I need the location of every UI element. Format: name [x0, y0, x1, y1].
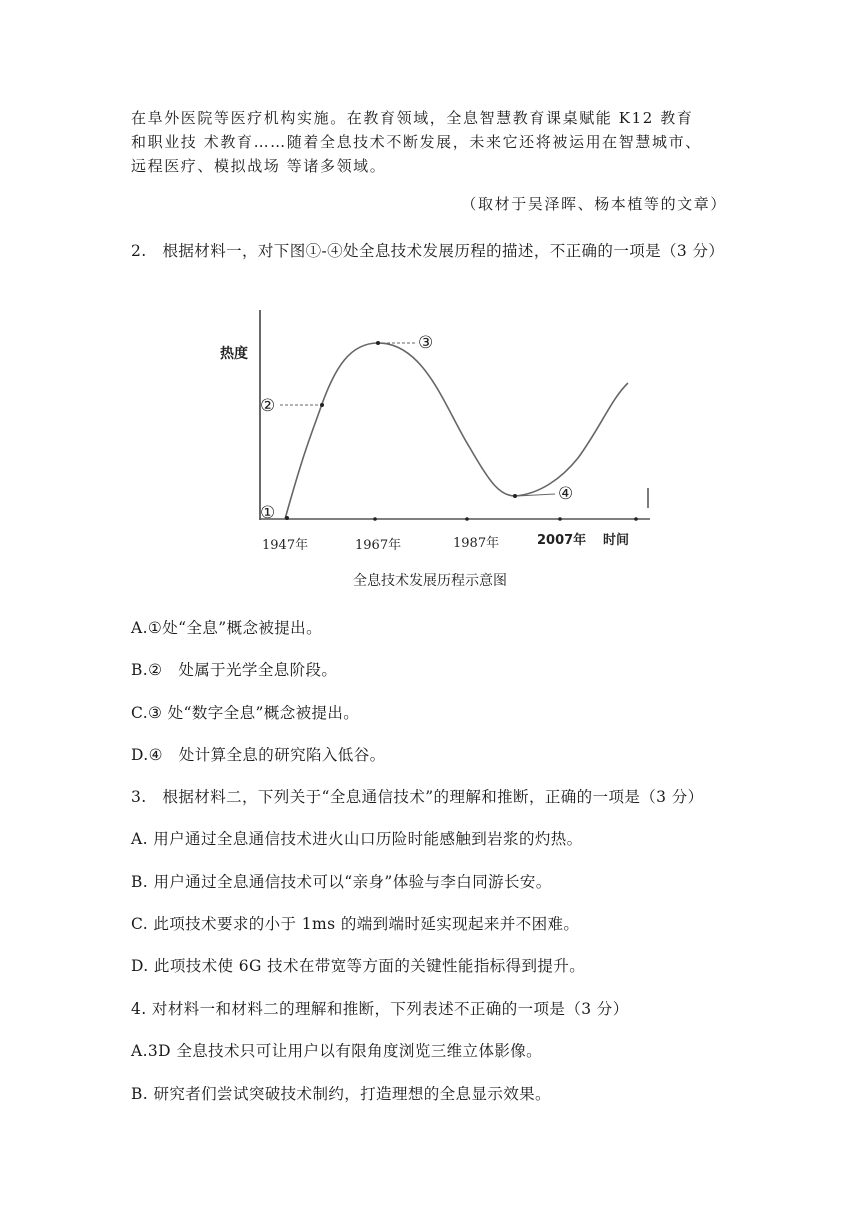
q2-option-a: A.①处“全息”概念被提出。	[131, 619, 322, 637]
marker-label-4: ④	[558, 484, 574, 504]
q3-option-b: B. 用户通过全息通信技术可以“亲身”体验与李白同游长安。	[131, 873, 552, 891]
passage-line-1: 在阜外医院等医疗机构实施。在教育领域，全息智慧教育课桌赋能 K12 教育	[131, 109, 694, 127]
q3-option-a: A. 用户通过全息通信技术进火山口历险时能感触到岩浆的灼热。	[131, 830, 583, 848]
x-axis-label: 时间	[603, 533, 630, 548]
chart-caption: 全息技术发展历程示意图	[353, 573, 507, 589]
passage-line-2: 和职业技 术教育……随着全息技术不断发展，未来它还将被运用在智慧城市、	[131, 133, 702, 151]
marker-label-1: ①	[260, 503, 276, 523]
point-4	[513, 494, 517, 498]
point-1	[285, 516, 289, 520]
question-3-stem: 3. 根据材料二，下列关于“全息通信技术”的理解和推断，正确的一项是（3 分）	[131, 788, 704, 806]
q2-option-b: B.② 处属于光学全息阶段。	[131, 661, 338, 679]
q3-option-c: C. 此项技术要求的小于 1ms 的端到端时延实现起来并不困难。	[131, 915, 580, 933]
tick-dot-1987	[465, 517, 469, 521]
question-4-stem: 4. 对材料一和材料二的理解和推断，下列表述不正确的一项是（3 分）	[131, 1000, 629, 1018]
history-chart	[210, 298, 660, 560]
source-citation: （取材于吴泽晖、杨本植等的文章）	[461, 195, 727, 213]
q2-option-d: D.④ 处计算全息的研究陷入低谷。	[131, 746, 386, 764]
x-tick-2007: 2007年	[537, 533, 587, 548]
passage-line-3: 远程医疗、模拟战场 等诸多领域。	[131, 157, 387, 175]
tick-dot-end	[634, 517, 638, 521]
trend-curve	[285, 343, 628, 519]
x-tick-1967: 1967年	[355, 538, 402, 553]
question-2-stem: 2. 根据材料一，对下图①-④处全息技术发展历程的描述，不正确的一项是（3 分）	[131, 242, 725, 260]
tick-dot-2007	[558, 517, 562, 521]
y-axis-label: 热度	[220, 346, 248, 362]
q4-option-b: B. 研究者们尝试突破技术制约，打造理想的全息显示效果。	[131, 1085, 551, 1103]
point-3	[376, 341, 380, 345]
q2-option-c: C.③ 处“数字全息”概念被提出。	[131, 704, 360, 722]
q3-option-d: D. 此项技术使 6G 技术在带宽等方面的关键性能指标得到提升。	[131, 957, 586, 975]
x-tick-1947: 1947年	[262, 538, 309, 553]
marker-label-3: ③	[418, 333, 434, 353]
tick-dot-1967	[373, 517, 377, 521]
marker-label-2: ②	[260, 396, 276, 416]
point-2	[320, 403, 324, 407]
x-tick-1987: 1987年	[453, 536, 500, 551]
q4-option-a: A.3D 全息技术只可让用户以有限角度浏览三维立体影像。	[131, 1042, 543, 1060]
